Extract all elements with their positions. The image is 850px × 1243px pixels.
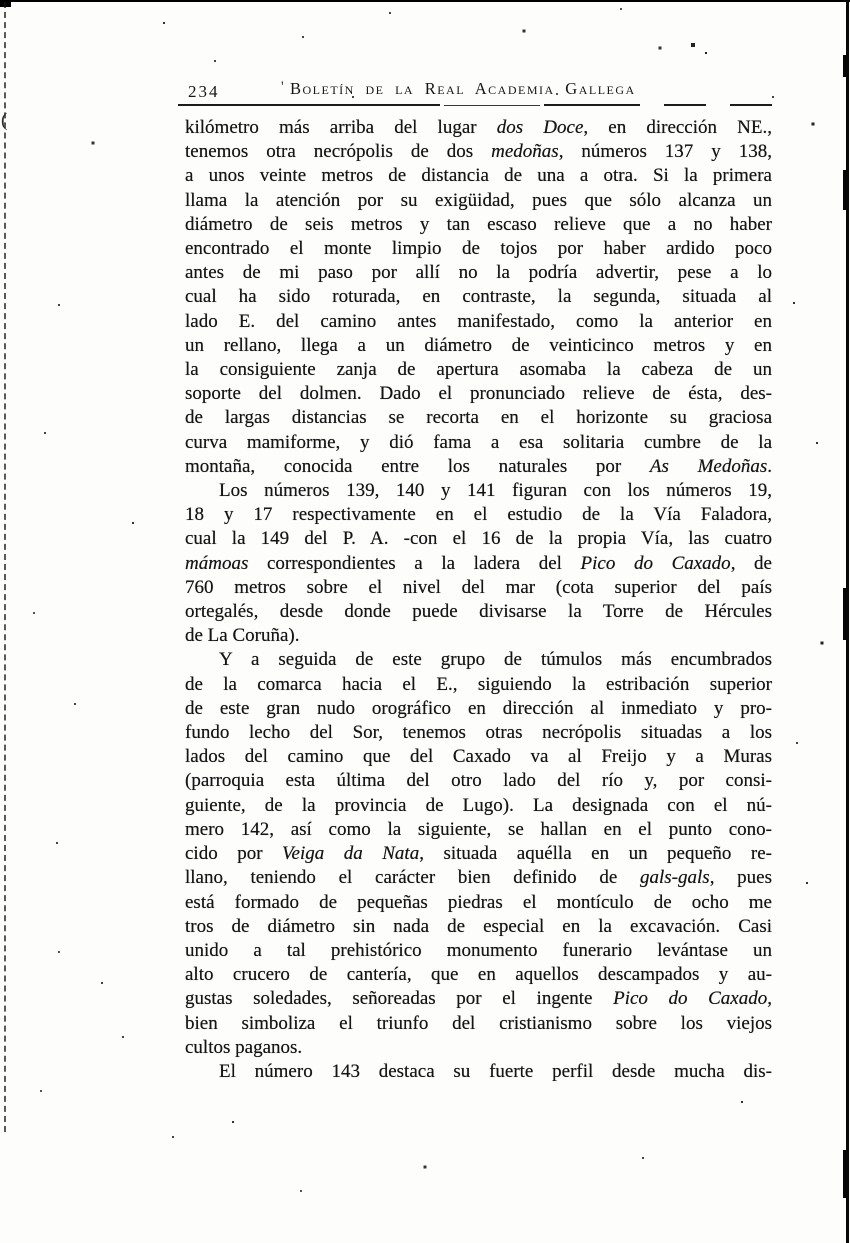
- text-line: [185, 310, 772, 334]
- body-text: cultos paganos.: [185, 1036, 303, 1058]
- text-line: [185, 987, 772, 1011]
- text-line: [185, 382, 772, 406]
- text-line: [185, 358, 772, 382]
- italic-text: gals-gals: [640, 867, 710, 889]
- body-text: Y a seguida de este grupo de túmulos más encumbrados: [219, 649, 772, 671]
- text-line: [185, 479, 772, 503]
- text-line: [185, 721, 772, 745]
- text-line: [185, 1060, 772, 1084]
- body-text: soporte del dolmen. Dado el pronunciado relieve de ésta, des-: [185, 383, 772, 405]
- text-line: [185, 624, 772, 648]
- body-text: a unos veinte metros de distancia de una a otra. Si la primera: [185, 165, 772, 187]
- text-line: [185, 116, 772, 140]
- text-line: [185, 673, 772, 697]
- text-line: [185, 576, 772, 600]
- text-line: [185, 963, 772, 987]
- text-line: [185, 285, 772, 309]
- italic-text: medoñas: [491, 141, 559, 163]
- body-text: , en dirección NE.,: [583, 117, 772, 138]
- body-text: kilómetro más arriba del lugar: [185, 117, 497, 138]
- header-rule: [730, 104, 772, 106]
- scan-artifact-top-edge: [0, 0, 850, 2]
- body-text: cido por: [185, 843, 283, 865]
- scan-artifact-right-blob: [843, 170, 849, 210]
- body-text: diámetro de seis metros y tan escaso relieve que a no haber: [185, 213, 772, 235]
- text-line: [185, 648, 772, 672]
- text-line: [185, 1036, 772, 1060]
- text-line: [185, 431, 772, 455]
- italic-text: Veiga da Nata: [282, 843, 420, 865]
- text-line: [185, 261, 772, 285]
- paragraph: [185, 648, 772, 1059]
- body-text: fundo lecho del Sor, tenemos otras necrópolis situadas a los: [185, 722, 772, 744]
- body-text: curva mamiforme, y dió fama a esa solitaria cumbre de la: [185, 431, 772, 453]
- text-line: [185, 794, 772, 818]
- body-text: de largas distancias se recorta en el horizonte su graciosa: [185, 407, 772, 429]
- body-text: llama la atención por su exigüidad, pues que sólo alcanza un: [185, 189, 772, 211]
- journal-title: Boletín de la Real Academia Gallega: [290, 79, 636, 98]
- text-line: [185, 406, 772, 430]
- body-text: encontrado el monte limpio de tojos por haber ardido poco: [185, 238, 772, 260]
- text-line: [185, 140, 772, 164]
- scan-artifact-right-blob: [843, 55, 849, 77]
- body-text: 760 metros sobre el nivel del mar (cota superior del país: [185, 576, 772, 598]
- text-line: [185, 891, 772, 915]
- header-rule: [178, 104, 440, 106]
- text-line: [185, 745, 772, 769]
- body-text: cual la 149 del P. A. -con el 16 de la propia Vía, las cuatro: [185, 528, 772, 550]
- scan-noise-speckles: [0, 0, 2, 2]
- body-text: 18 y 17 respectivamente en el estudio de la Vía Faladora,: [185, 504, 772, 526]
- text-line: [185, 237, 772, 261]
- body-text: ortegalés, desde donde puede divisarse la Torre de Hércules: [185, 601, 772, 623]
- body-text: cual ha sido roturada, en contraste, la segunda, situada al: [185, 286, 772, 308]
- body-text: El número 143 destaca su fuerte perfil desde mucha dis-: [219, 1060, 772, 1082]
- body-text: de este gran nudo orográfico en dirección al inmediato y pro-: [185, 697, 772, 719]
- body-text: ,: [767, 988, 772, 1010]
- body-text: , situada aquélla en un pequeño re-: [419, 843, 773, 865]
- body-text: , pues: [709, 867, 772, 889]
- scan-artifact-left-edge: [4, 2, 6, 1132]
- scan-artifact-right-blob: [843, 1150, 849, 1198]
- body-text: está formado de pequeñas piedras el montículo de ocho me: [185, 891, 772, 913]
- body-text: lado E. del camino antes manifestado, como la anterior en: [185, 310, 772, 332]
- scan-artifact-title-tick: ': [281, 79, 284, 95]
- text-line: [185, 503, 772, 527]
- body-text: unido a tal prehistórico monumento funerario levántase un: [185, 939, 772, 961]
- body-text: , de: [730, 552, 772, 574]
- body-text: alto crucero de cantería, que en aquellos descampados y au-: [185, 964, 772, 986]
- body-text: de La Coruña).: [185, 625, 300, 647]
- text-line: [185, 915, 772, 939]
- text-line: [185, 866, 772, 890]
- italic-text: Pico do Caxado: [580, 552, 731, 574]
- body-text: Los números 139, 140 y 141 figuran con los números 19,: [219, 480, 772, 502]
- text-line: [185, 164, 772, 188]
- text-line: [185, 213, 772, 237]
- scan-artifact-margin-mark: (: [1, 110, 8, 131]
- header-rule: [664, 104, 706, 106]
- body-text: gustas soledades, señoreadas por el ingente: [185, 988, 614, 1010]
- text-line: [185, 769, 772, 793]
- text-line: [185, 600, 772, 624]
- body-text: .: [767, 455, 772, 477]
- scan-artifact-right-blob: [843, 588, 849, 640]
- page-number: 234: [188, 82, 220, 101]
- body-text: bien simboliza el triunfo del cristianismo sobre los viejos: [185, 1012, 772, 1034]
- body-text: mero 142, así como la siguiente, se hallan en el punto cono-: [185, 818, 772, 840]
- text-line: [185, 818, 772, 842]
- body-text: antes de mi paso por allí no la podría advertir, pese a lo: [185, 262, 772, 284]
- text-line: [185, 334, 772, 358]
- text-line: [185, 189, 772, 213]
- body-text: de la comarca hacia el E., siguiendo la estribación superior: [185, 673, 772, 695]
- text-block: [185, 116, 772, 1084]
- text-line: [185, 697, 772, 721]
- paragraph: [185, 479, 772, 648]
- italic-text: mámoas: [185, 552, 249, 574]
- body-text: la consiguiente zanja de apertura asomaba la cabeza de un: [185, 359, 772, 381]
- italic-text: dos Doce: [496, 117, 584, 138]
- paragraph: [185, 116, 772, 479]
- body-text: montaña, conocida entre los naturales por: [185, 455, 650, 477]
- body-text: correspondientes a la ladera del: [248, 552, 581, 574]
- italic-text: As Medoñas: [649, 455, 768, 477]
- text-line: [185, 842, 772, 866]
- header-rule: [444, 105, 540, 106]
- body-text: tros de diámetro sin nada de especial en la excavación. Casi: [185, 915, 772, 937]
- body-text: (parroquia esta última del otro lado del río y, por consi-: [185, 770, 772, 792]
- body-text: , números 137 y 138,: [558, 141, 772, 163]
- body-text: un rellano, llega a un diámetro de veinticinco metros y en: [185, 334, 772, 356]
- body-text: guiente, de la provincia de Lugo). La designada con el nú-: [185, 794, 772, 816]
- paragraph: [185, 1060, 772, 1084]
- body-text: lados del camino que del Caxado va al Freijo y a Muras: [185, 746, 772, 768]
- text-line: [185, 939, 772, 963]
- text-line: [185, 455, 772, 479]
- text-line: [185, 527, 772, 551]
- text-line: [185, 552, 772, 576]
- italic-text: Pico do Caxado: [613, 988, 768, 1010]
- body-text: tenemos otra necrópolis de dos: [185, 141, 492, 163]
- header-rule: [544, 104, 640, 106]
- text-line: [185, 1012, 772, 1036]
- body-text: llano, teniendo el carácter bien definido de: [185, 867, 640, 889]
